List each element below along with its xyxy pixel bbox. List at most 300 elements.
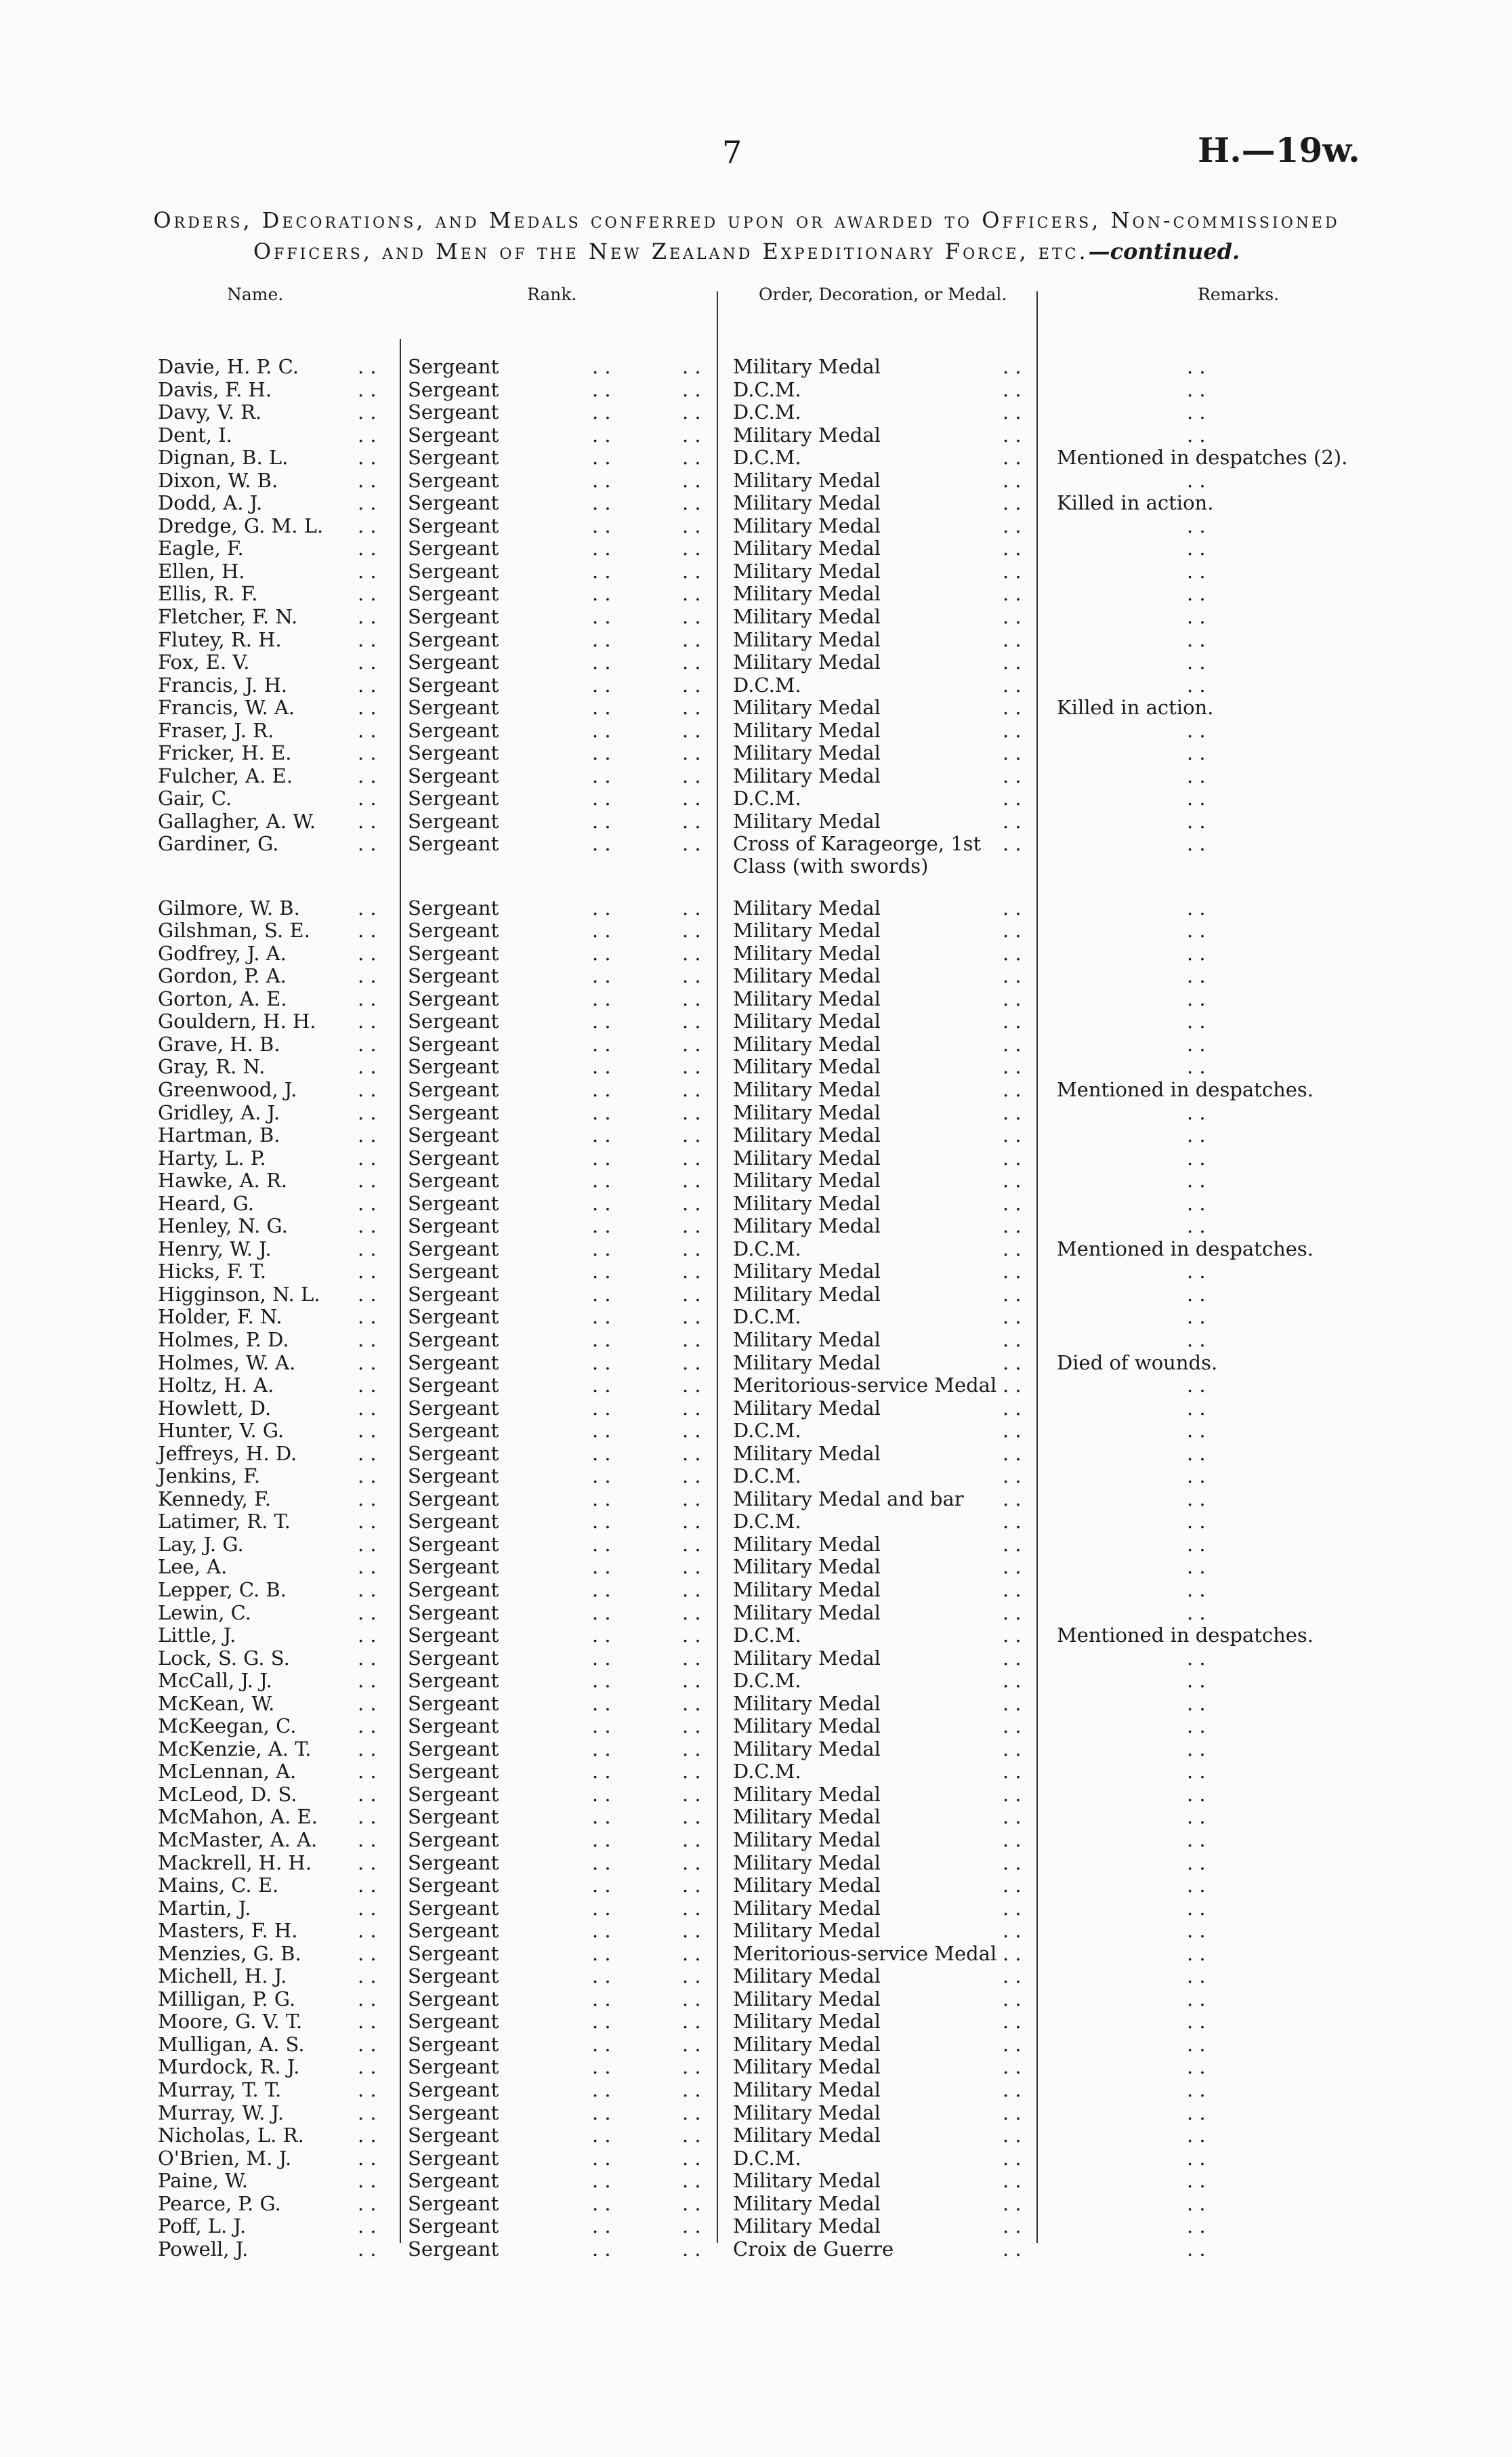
leader-dots: . . [1003, 2010, 1022, 2033]
name-cell: O'Brien, M. J. [158, 2146, 292, 2170]
rank-cell: Sergeant [408, 741, 499, 765]
leader-dots: . . [1003, 1441, 1022, 1465]
leader-dots: . . [592, 1032, 611, 1056]
remarks-cell: . . [1187, 809, 1206, 833]
leader-dots: . . [682, 919, 701, 943]
name-cell: McMaster, A. A. [158, 1828, 318, 1851]
leader-dots: . . [592, 1987, 611, 2010]
leader-dots: . . [592, 582, 611, 606]
remarks-cell: . . [1187, 377, 1206, 401]
leader-dots: . . [592, 809, 611, 833]
remarks-cell: . . [1187, 1941, 1206, 1965]
leader-dots: . . [1003, 941, 1022, 965]
order-cell: Military Medal [733, 1714, 881, 1738]
table-row [0, 2147, 1512, 2170]
leader-dots: . . [358, 1941, 377, 1965]
name-cell: Davis, F. H. [158, 377, 272, 401]
rank-cell: Sergeant [408, 514, 499, 537]
name-cell: Little, J. [158, 1624, 236, 1647]
leader-dots: . . [682, 2032, 701, 2056]
leader-dots: . . [592, 2237, 611, 2260]
leader-dots: . . [592, 1532, 611, 1556]
order-cell: D.C.M. [733, 1624, 801, 1647]
leader-dots: . . [358, 1601, 377, 1624]
leader-dots: . . [682, 355, 701, 378]
remarks-cell: . . [1187, 1146, 1206, 1170]
remarks-cell: Killed in action. [1057, 491, 1214, 515]
leader-dots: . . [682, 1282, 701, 1306]
order-cell: D.C.M. [733, 1305, 801, 1329]
rank-cell: Sergeant [408, 1555, 499, 1579]
order-cell: Cross of Karageorge, 1st Class (with swords) [733, 832, 982, 878]
remarks-cell: . . [1187, 1737, 1206, 1760]
leader-dots: . . [1003, 2078, 1022, 2102]
order-cell: Military Medal [733, 1896, 881, 1920]
remarks-cell: . . [1187, 1010, 1206, 1033]
name-cell: McLennan, A. [158, 1760, 297, 1783]
leader-dots: . . [682, 2078, 701, 2102]
order-cell: D.C.M. [733, 400, 801, 424]
leader-dots: . . [358, 1374, 377, 1397]
name-cell: Gallagher, A. W. [158, 809, 316, 833]
leader-dots: . . [1003, 1169, 1022, 1193]
rank-cell: Sergeant [408, 2146, 499, 2170]
leader-dots: . . [682, 1828, 701, 1851]
rank-cell: Sergeant [408, 605, 499, 629]
leader-dots: . . [1003, 1305, 1022, 1329]
order-cell: Military Medal [733, 1010, 881, 1033]
order-cell: Military Medal [733, 514, 881, 537]
table-row [0, 1647, 1512, 1670]
leader-dots: . . [682, 696, 701, 720]
rank-cell: Sergeant [408, 941, 499, 965]
rank-cell: Sergeant [408, 1510, 499, 1533]
leader-dots: . . [592, 1828, 611, 1851]
table-row [0, 447, 1512, 470]
remarks-cell: . . [1187, 1510, 1206, 1533]
leader-dots: . . [1003, 718, 1022, 742]
order-cell: Military Medal [733, 1577, 881, 1601]
remarks-cell: . . [1187, 400, 1206, 424]
remarks-cell: . . [1187, 1396, 1206, 1420]
rank-cell: Sergeant [408, 1282, 499, 1306]
table-row [0, 1852, 1512, 1875]
table-row [0, 1579, 1512, 1602]
leader-dots: . . [682, 377, 701, 401]
order-cell: Military Medal [733, 582, 881, 606]
leader-dots: . . [1003, 2237, 1022, 2260]
leader-dots: . . [592, 355, 611, 378]
rank-cell: Sergeant [408, 1487, 499, 1510]
name-cell: Nicholas, L. R. [158, 2124, 304, 2147]
leader-dots: . . [592, 896, 611, 920]
table-row [0, 1215, 1512, 1238]
leader-dots: . . [682, 1464, 701, 1488]
rank-cell: Sergeant [408, 2010, 499, 2033]
leader-dots: . . [358, 1737, 377, 1760]
leader-dots: . . [1003, 1214, 1022, 1238]
rank-cell: Sergeant [408, 1191, 499, 1215]
leader-dots: . . [682, 2146, 701, 2170]
leader-dots: . . [1003, 1010, 1022, 1033]
rank-cell: Sergeant [408, 718, 499, 742]
leader-dots: . . [1003, 1191, 1022, 1215]
order-cell: D.C.M. [733, 1669, 801, 1693]
rank-cell: Sergeant [408, 2124, 499, 2147]
leader-dots: . . [1003, 1260, 1022, 1283]
table-row [0, 2124, 1512, 2147]
leader-dots: . . [1003, 1327, 1022, 1351]
table-row [0, 1420, 1512, 1443]
remarks-cell: . . [1187, 1760, 1206, 1783]
table-row [0, 1465, 1512, 1488]
remarks-cell: . . [1187, 919, 1206, 943]
leader-dots: . . [592, 2078, 611, 2102]
table-row [0, 1329, 1512, 1352]
remarks-cell: . . [1187, 1419, 1206, 1443]
table-row [0, 1124, 1512, 1147]
leader-dots: . . [592, 1077, 611, 1101]
leader-dots: . . [1003, 1532, 1022, 1556]
leader-dots: . . [358, 1237, 377, 1260]
table-row [0, 492, 1512, 515]
leader-dots: . . [1003, 651, 1022, 674]
leader-dots: . . [1003, 1624, 1022, 1647]
table-row [0, 1624, 1512, 1647]
rank-cell: Sergeant [408, 1055, 499, 1079]
leader-dots: . . [358, 1441, 377, 1465]
rank-cell: Sergeant [408, 1305, 499, 1329]
rank-cell: Sergeant [408, 423, 499, 447]
name-cell: Pearce, P. G. [158, 2191, 281, 2215]
leader-dots: . . [358, 964, 377, 988]
table-row [0, 2238, 1512, 2261]
table-row [0, 1102, 1512, 1125]
rank-cell: Sergeant [408, 1532, 499, 1556]
table-row [0, 988, 1512, 1011]
rank-cell: Sergeant [408, 1714, 499, 1738]
name-cell: McCall, J. J. [158, 1669, 272, 1693]
name-cell: Holtz, H. A. [158, 1374, 274, 1397]
order-cell: D.C.M. [733, 446, 801, 470]
order-cell: Meritorious-service Medal [733, 1374, 997, 1397]
table-row [0, 1943, 1512, 1966]
name-cell: Masters, F. H. [158, 1919, 298, 1943]
order-cell: Military Medal [733, 987, 881, 1010]
remarks-cell: . . [1187, 1919, 1206, 1943]
rank-cell: Sergeant [408, 2032, 499, 2056]
title-continued: —continued. [1088, 239, 1240, 264]
leader-dots: . . [682, 896, 701, 920]
leader-dots: . . [682, 1896, 701, 1920]
rank-cell: Sergeant [408, 1327, 499, 1351]
leader-dots: . . [682, 1214, 701, 1238]
remarks-cell: . . [1187, 651, 1206, 674]
leader-dots: . . [592, 696, 611, 720]
table-row [0, 697, 1512, 720]
leader-dots: . . [682, 718, 701, 742]
name-cell: Dodd, A. J. [158, 491, 263, 515]
order-cell: Military Medal [733, 1123, 881, 1147]
leader-dots: . . [1003, 1874, 1022, 1897]
leader-dots: . . [682, 627, 701, 651]
remarks-cell: Died of wounds. [1057, 1350, 1218, 1374]
leader-dots: . . [1003, 1828, 1022, 1851]
leader-dots: . . [682, 741, 701, 765]
order-cell: Military Medal [733, 1691, 881, 1715]
remarks-cell: . . [1187, 673, 1206, 697]
table-row [0, 2033, 1512, 2057]
name-cell: Mackrell, H. H. [158, 1851, 312, 1874]
table-row [0, 1374, 1512, 1397]
leader-dots: . . [592, 2032, 611, 2056]
table-row [0, 1965, 1512, 1988]
table-row [0, 2079, 1512, 2102]
table-row [0, 470, 1512, 493]
leader-dots: . . [592, 1374, 611, 1397]
table-row [0, 1033, 1512, 1056]
leader-dots: . . [358, 1327, 377, 1351]
rank-cell: Sergeant [408, 2078, 499, 2102]
leader-dots: . . [358, 514, 377, 537]
order-cell: Military Medal [733, 1327, 881, 1351]
name-cell: Mulligan, A. S. [158, 2032, 305, 2056]
order-cell: D.C.M. [733, 787, 801, 810]
rank-cell: Sergeant [408, 2055, 499, 2079]
name-cell: Greenwood, J. [158, 1077, 297, 1101]
table-row [0, 1670, 1512, 1693]
name-cell: Ellis, R. F. [158, 582, 258, 606]
name-cell: McKeegan, C. [158, 1714, 297, 1738]
order-cell: Military Medal [733, 468, 881, 492]
leader-dots: . . [592, 400, 611, 424]
rank-cell: Sergeant [408, 1260, 499, 1283]
leader-dots: . . [358, 696, 377, 720]
name-cell: Ellen, H. [158, 559, 245, 583]
remarks-cell: . . [1187, 2078, 1206, 2102]
leader-dots: . . [358, 2101, 377, 2124]
leader-dots: . . [682, 2010, 701, 2033]
leader-dots: . . [682, 1055, 701, 1079]
leader-dots: . . [682, 1419, 701, 1443]
order-cell: Military Medal [733, 651, 881, 674]
rank-cell: Sergeant [408, 1419, 499, 1443]
leader-dots: . . [592, 377, 611, 401]
leader-dots: . . [358, 2055, 377, 2079]
remarks-cell: . . [1187, 1805, 1206, 1829]
leader-dots: . . [1003, 1691, 1022, 1715]
name-cell: Gardiner, G. [158, 832, 279, 856]
remarks-cell: . . [1187, 1782, 1206, 1806]
table-row [0, 765, 1512, 788]
leader-dots: . . [592, 673, 611, 697]
table-row [0, 897, 1512, 920]
remarks-cell: . . [1187, 1987, 1206, 2010]
leader-dots: . . [1003, 919, 1022, 943]
leader-dots: . . [592, 1282, 611, 1306]
leader-dots: . . [358, 1577, 377, 1601]
leader-dots: . . [592, 1714, 611, 1738]
order-cell: D.C.M. [733, 1419, 801, 1443]
order-cell: D.C.M. [733, 377, 801, 401]
name-cell: Godfrey, J. A. [158, 941, 287, 965]
leader-dots: . . [592, 514, 611, 537]
leader-dots: . . [1003, 1555, 1022, 1579]
remarks-cell: . . [1187, 2101, 1206, 2124]
leader-dots: . . [358, 1805, 377, 1829]
leader-dots: . . [1003, 2169, 1022, 2193]
leader-dots: . . [358, 1851, 377, 1874]
order-cell: Military Medal [733, 559, 881, 583]
leader-dots: . . [1003, 400, 1022, 424]
name-cell: Jenkins, F. [158, 1464, 261, 1488]
leader-dots: . . [1003, 1282, 1022, 1306]
order-cell: Meritorious-service Medal [733, 1941, 997, 1965]
order-cell: Military Medal [733, 627, 881, 651]
name-cell: Paine, W. [158, 2169, 249, 2193]
leader-dots: . . [358, 1896, 377, 1920]
leader-dots: . . [682, 2237, 701, 2260]
leader-dots: . . [682, 1441, 701, 1465]
rank-cell: Sergeant [408, 696, 499, 720]
rank-cell: Sergeant [408, 1646, 499, 1670]
table-row [0, 1738, 1512, 1761]
rank-cell: Sergeant [408, 446, 499, 470]
leader-dots: . . [358, 1919, 377, 1943]
remarks-cell: . . [1187, 2191, 1206, 2215]
leader-dots: . . [592, 537, 611, 560]
leader-dots: . . [1003, 1077, 1022, 1101]
leader-dots: . . [1003, 1760, 1022, 1783]
table-row [0, 1829, 1512, 1852]
rank-cell: Sergeant [408, 1805, 499, 1829]
leader-dots: . . [592, 559, 611, 583]
remarks-cell: . . [1187, 2237, 1206, 2260]
remarks-cell: . . [1187, 1327, 1206, 1351]
name-cell: Michell, H. J. [158, 1964, 287, 1988]
leader-dots: . . [358, 1214, 377, 1238]
leader-dots: . . [592, 1896, 611, 1920]
leader-dots: . . [682, 2214, 701, 2238]
remarks-cell: . . [1187, 537, 1206, 560]
rank-cell: Sergeant [408, 1146, 499, 1170]
remarks-cell: . . [1187, 1305, 1206, 1329]
leader-dots: . . [592, 1919, 611, 1943]
order-cell: Military Medal and bar [733, 1487, 964, 1510]
leader-dots: . . [1003, 741, 1022, 765]
order-cell: Military Medal [733, 1646, 881, 1670]
order-cell: Military Medal [733, 696, 881, 720]
leader-dots: . . [592, 446, 611, 470]
name-cell: McKenzie, A. T. [158, 1737, 312, 1760]
leader-dots: . . [592, 1646, 611, 1670]
leader-dots: . . [592, 741, 611, 765]
leader-dots: . . [682, 468, 701, 492]
order-cell: D.C.M. [733, 1760, 801, 1783]
remarks-cell: . . [1187, 2124, 1206, 2147]
order-cell: Croix de Guerre [733, 2237, 894, 2260]
leader-dots: . . [358, 2146, 377, 2170]
remarks-cell: . . [1187, 582, 1206, 606]
leader-dots: . . [1003, 1919, 1022, 1943]
table-row [0, 2193, 1512, 2216]
rank-cell: Sergeant [408, 1941, 499, 1965]
leader-dots: . . [1003, 1896, 1022, 1920]
rank-cell: Sergeant [408, 1214, 499, 1238]
leader-dots: . . [1003, 1510, 1022, 1533]
order-cell: Military Medal [733, 1987, 881, 2010]
order-cell: Military Medal [733, 1282, 881, 1306]
leader-dots: . . [682, 1805, 701, 1829]
leader-dots: . . [1003, 1237, 1022, 1260]
name-cell: Murray, T. T. [158, 2078, 282, 2102]
leader-dots: . . [682, 1532, 701, 1556]
order-cell: Military Medal [733, 896, 881, 920]
leader-dots: . . [592, 1419, 611, 1443]
order-cell: Military Medal [733, 741, 881, 765]
page-number: 7 [722, 134, 742, 171]
rank-cell: Sergeant [408, 537, 499, 560]
name-cell: Jeffreys, H. D. [158, 1441, 297, 1465]
leader-dots: . . [358, 355, 377, 378]
remarks-cell: . . [1187, 1214, 1206, 1238]
name-cell: Fraser, J. R. [158, 718, 274, 742]
leader-dots: . . [1003, 1646, 1022, 1670]
leader-dots: . . [1003, 1851, 1022, 1874]
rank-cell: Sergeant [408, 559, 499, 583]
leader-dots: . . [592, 1350, 611, 1374]
remarks-cell: . . [1187, 1964, 1206, 1988]
order-cell: Military Medal [733, 1441, 881, 1465]
name-cell: Hawke, A. R. [158, 1169, 288, 1193]
leader-dots: . . [682, 1305, 701, 1329]
leader-dots: . . [682, 1396, 701, 1420]
leader-dots: . . [592, 1874, 611, 1897]
rank-cell: Sergeant [408, 1691, 499, 1715]
leader-dots: . . [358, 941, 377, 965]
leader-dots: . . [682, 423, 701, 447]
leader-dots: . . [358, 1828, 377, 1851]
leader-dots: . . [682, 2169, 701, 2193]
leader-dots: . . [1003, 1941, 1022, 1965]
remarks-cell: . . [1187, 741, 1206, 765]
order-cell: Military Medal [733, 2101, 881, 2124]
name-cell: Lock, S. G. S. [158, 1646, 290, 1670]
table-row [0, 1283, 1512, 1306]
order-cell: Military Medal [733, 355, 881, 378]
name-cell: Latimer, R. T. [158, 1510, 291, 1533]
name-cell: Hunter, V. G. [158, 1419, 285, 1443]
leader-dots: . . [1003, 2146, 1022, 2170]
leader-dots: . . [1003, 377, 1022, 401]
leader-dots: . . [682, 1100, 701, 1124]
rank-cell: Sergeant [408, 1874, 499, 1897]
remarks-cell: . . [1187, 2010, 1206, 2033]
column-header-order: Order, Decoration, or Medal. [759, 285, 1007, 304]
rank-cell: Sergeant [408, 1237, 499, 1260]
leader-dots: . . [1003, 1100, 1022, 1124]
leader-dots: . . [358, 1123, 377, 1147]
name-cell: Moore, G. V. T. [158, 2010, 303, 2033]
leader-dots: . . [682, 1510, 701, 1533]
leader-dots: . . [1003, 559, 1022, 583]
order-cell: Military Medal [733, 809, 881, 833]
remarks-cell: . . [1187, 1374, 1206, 1397]
name-cell: Francis, W. A. [158, 696, 295, 720]
rank-cell: Sergeant [408, 582, 499, 606]
leader-dots: . . [682, 446, 701, 470]
leader-dots: . . [1003, 582, 1022, 606]
